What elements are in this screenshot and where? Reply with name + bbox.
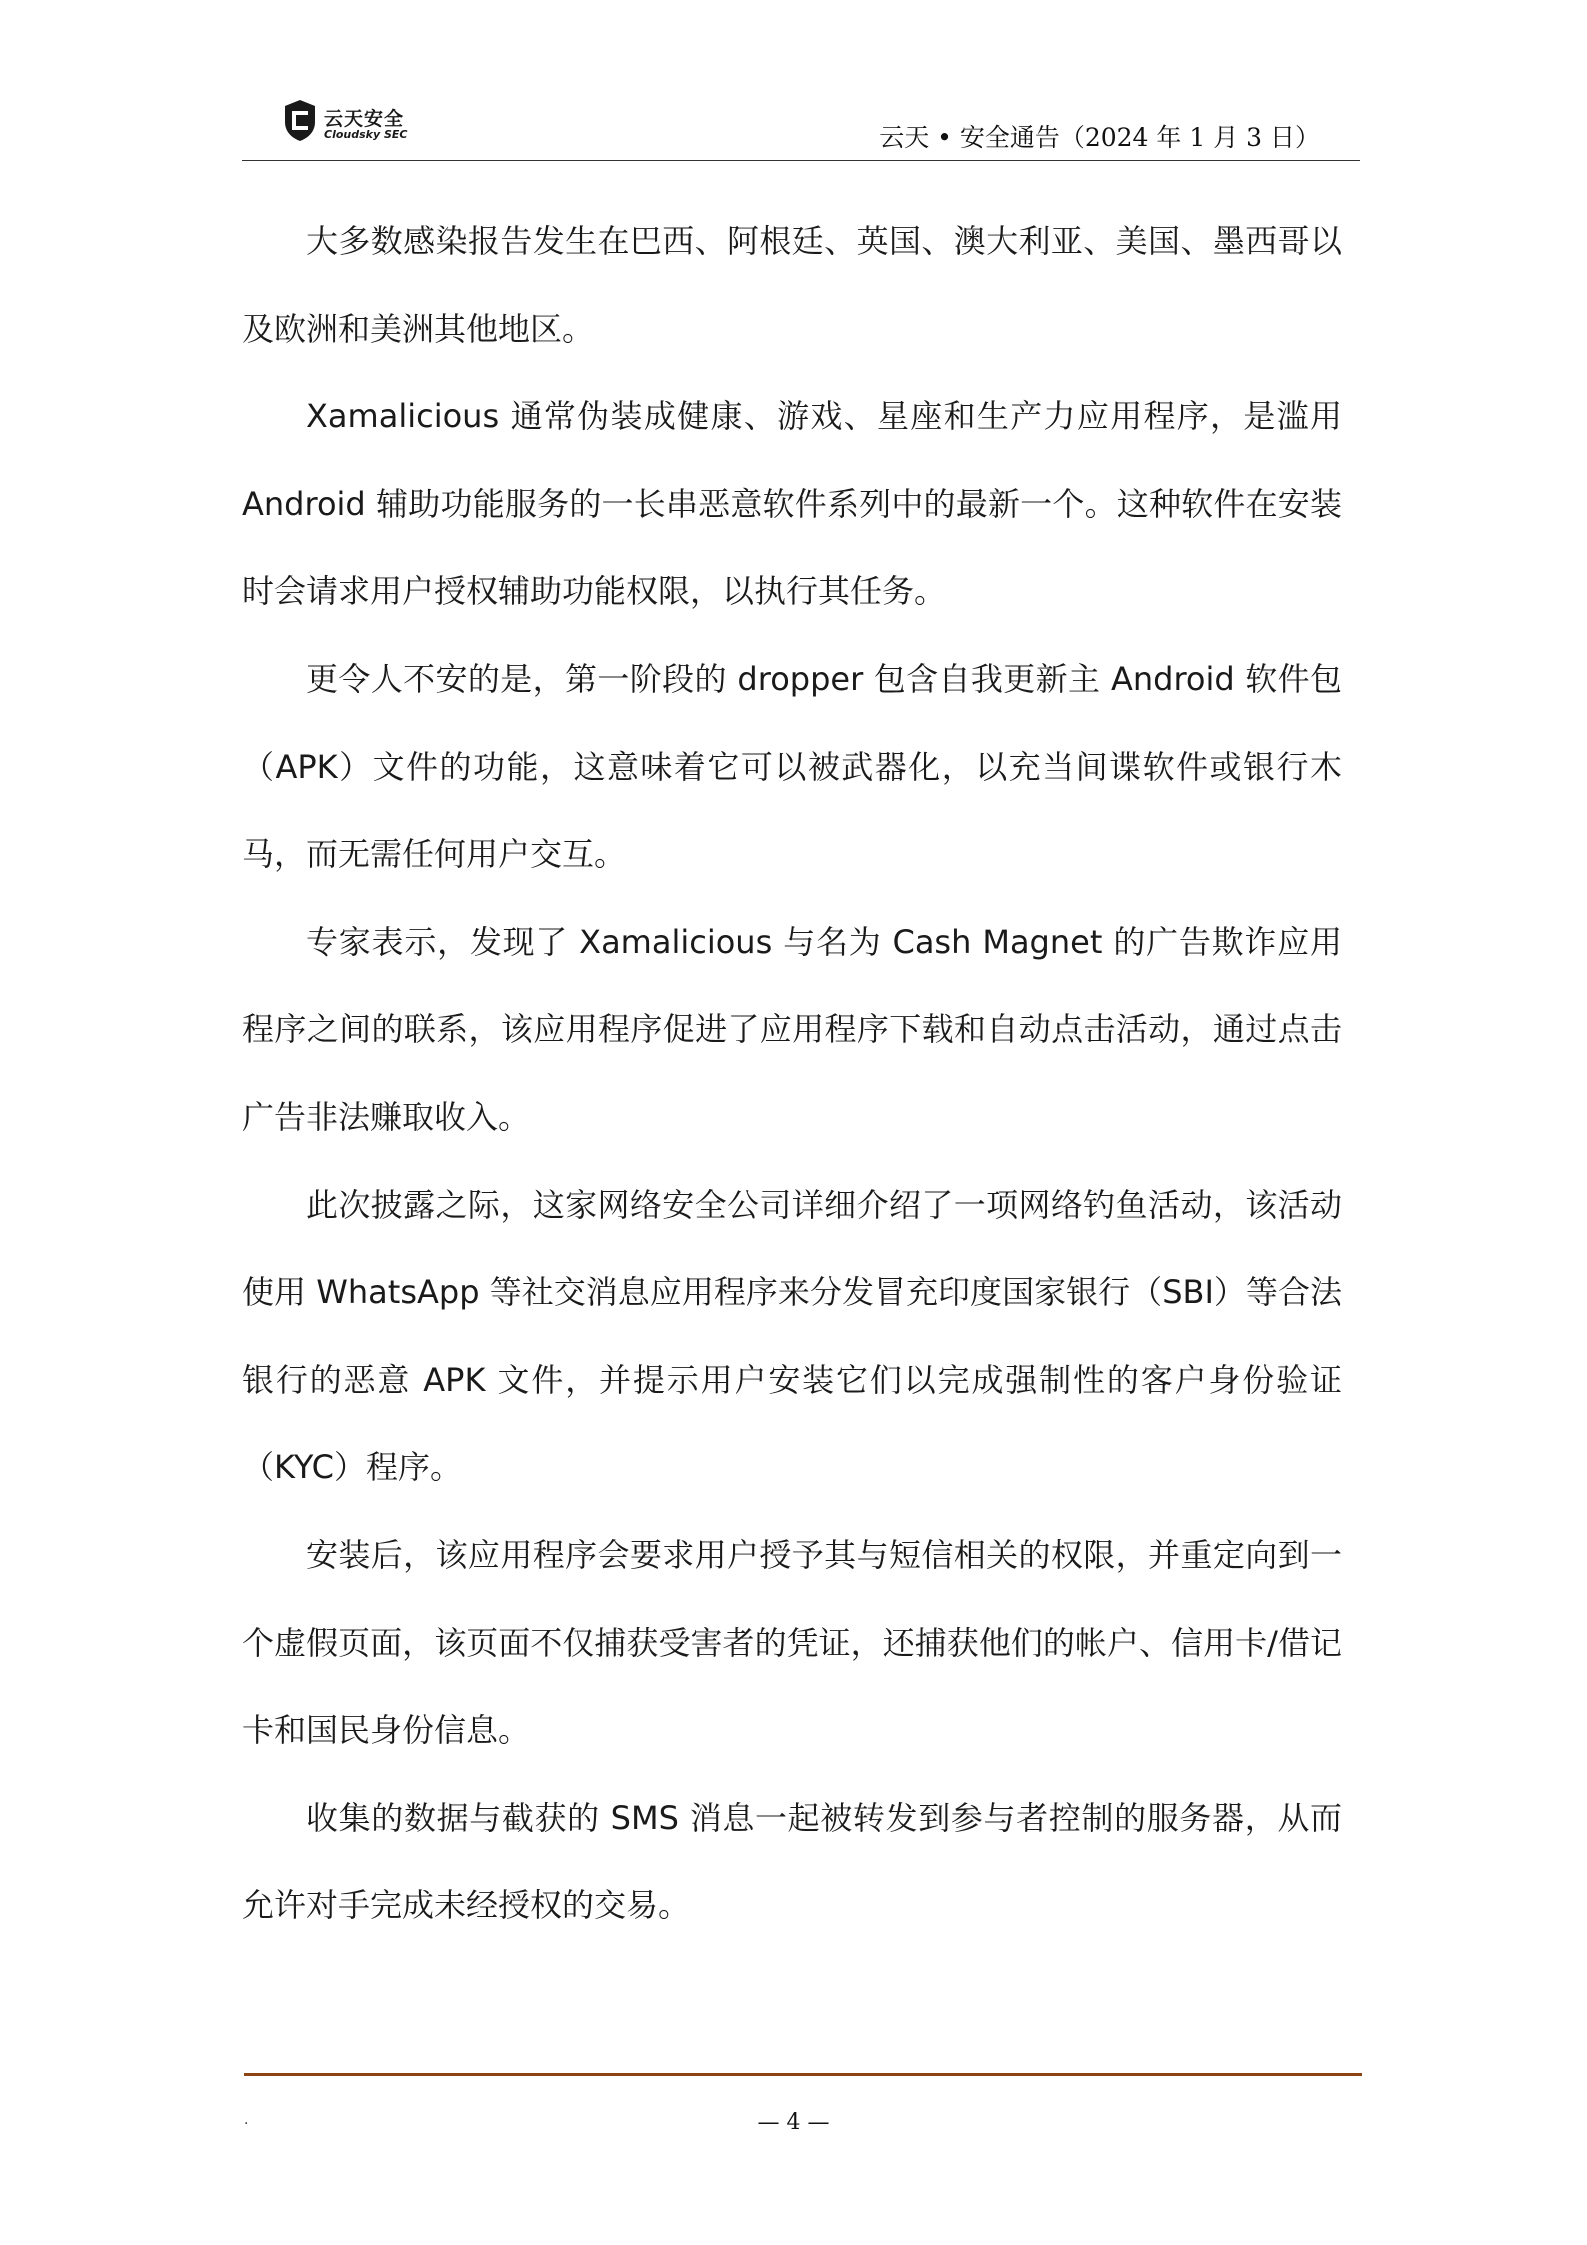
- paragraph-dropper-update: 更令人不安的是，第一阶段的 dropper 包含自我更新主 Android 软件包（APK）文件的功能，这意味着它可以被武器化，以充当间谍软件或银行木马，而无需任何用户交互。: [242, 659, 1342, 874]
- paragraph-phishing-campaign: 此次披露之际，这家网络安全公司详细介绍了一项网络钓鱼活动，该活动使用 WhatsApp 等社交消息应用程序来分发冒充印度国家银行（SBI）等合法银行的恶意 APK 文件，并提示用户安装它们以完成强制性的客户身份验证（KYC）程序。: [242, 1185, 1342, 1487]
- page-number: — 4 —: [757, 2110, 830, 2135]
- header-divider: [242, 160, 1360, 161]
- bulletin-title: 云天 • 安全通告（2024 年 1 月 3 日）: [879, 123, 1320, 152]
- paragraph-cash-magnet: 专家表示，发现了 Xamalicious 与名为 Cash Magnet 的广告欺诈应用程序之间的联系，该应用程序促进了应用程序下载和自动点击活动，通过点击广告非法赚取收入。: [242, 922, 1342, 1136]
- logo-english-name: Cloudsky SEC: [324, 128, 408, 141]
- footer-divider: [244, 2073, 1362, 2076]
- page-header: [242, 90, 1360, 162]
- paragraph-data-forwarding: 收集的数据与截获的 SMS 消息一起被转发到参与者控制的服务器，从而允许对手完成未经授权的交易。: [242, 1798, 1342, 1925]
- paragraph-sms-permissions: 安装后，该应用程序会要求用户授予其与短信相关的权限，并重定向到一个虚假页面，该页面不仅捕获受害者的凭证，还捕获他们的帐户、信用卡/借记卡和国民身份信息。: [242, 1535, 1342, 1750]
- logo-chinese-name: 云天安全: [324, 108, 405, 130]
- shield-icon: [282, 98, 318, 142]
- cloudsky-logo: [282, 98, 482, 148]
- paragraph-xamalicious-disguise: Xamalicious 通常伪装成健康、游戏、星座和生产力应用程序，是滥用 Android 辅助功能服务的一长串恶意软件系列中的最新一个。这种软件在安装时会请求用户授权辅助功能权限，以执行其任务。: [242, 397, 1342, 611]
- document-body: [242, 198, 1342, 1950]
- paragraph-infection-regions: 大多数感染报告发生在巴西、阿根廷、英国、澳大利亚、美国、墨西哥以及欧洲和美洲其他地区。: [242, 222, 1342, 348]
- footer-mark: .: [244, 2112, 249, 2128]
